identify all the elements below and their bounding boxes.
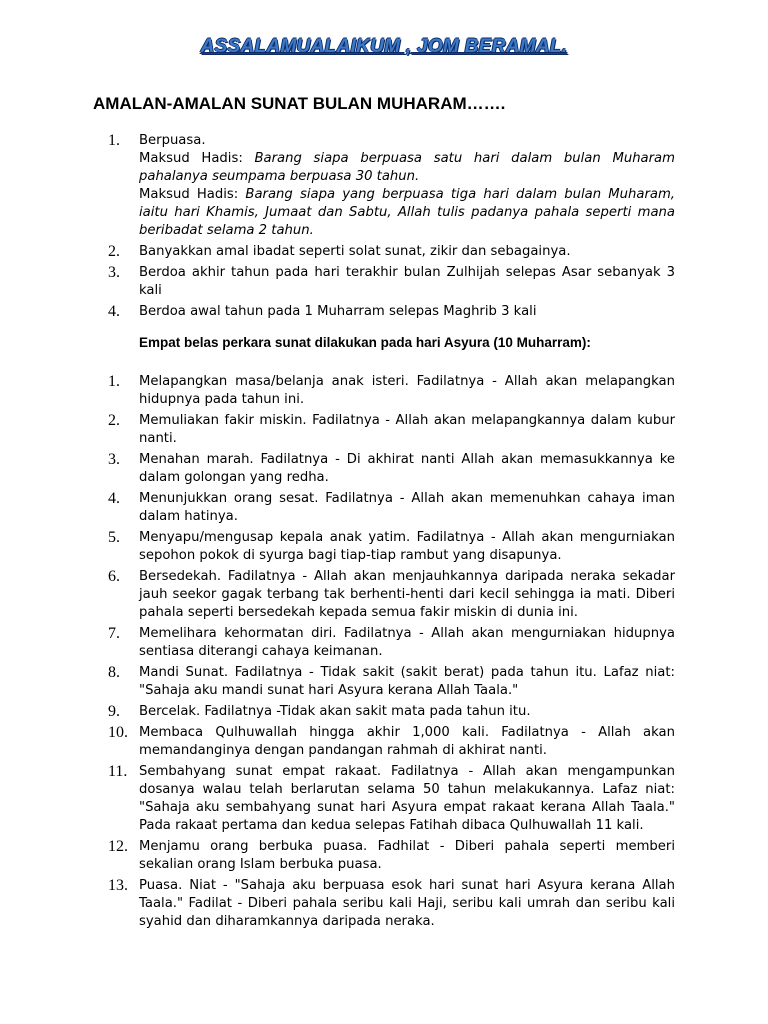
- item-text: Melapangkan masa/belanja anak isteri. Fadilatnya - Allah akan melapangkan hidupnya pada tahun ini.: [139, 374, 675, 407]
- list-number: 2.: [108, 243, 120, 260]
- list-item: [108, 451, 675, 487]
- list-number: 12.: [108, 838, 128, 855]
- item-text: Sembahyang sunat empat rakaat. Fadilatnya - Allah akan mengampunkan dosanya walau telah berlarutan selama 50 tahun melakukannya. Lafaz niat: "Sahaja aku sembahyang sunat hari Asyura empat rakaat kerana Allah Taala." Pada rakaat pertama dan kedua selepas Fatihah dibaca Qulhuwallah 11 kali.: [139, 764, 675, 833]
- list-number: 3.: [108, 451, 120, 468]
- item-text: Membaca Qulhuwallah hingga akhir 1,000 kali. Fadilatnya - Allah akan memandanginya dengan pandangan rahmah di akhirat nanti.: [139, 725, 675, 758]
- list-item: [108, 303, 675, 321]
- list-item: [108, 412, 675, 448]
- list-item: [108, 877, 675, 931]
- hadis-label: Maksud Hadis:: [139, 187, 239, 202]
- list-number: 3.: [108, 264, 120, 281]
- list-item: [108, 264, 675, 300]
- list-item: [108, 763, 675, 835]
- item-text: Puasa. Niat - "Sahaja aku berpuasa esok hari sunat hari Asyura kerana Allah Taala." Fadilat - Diberi pahala seribu kali Haji, seribu kali umrah dan seribu kali syahid dan diharamkannya daripada neraka.: [139, 878, 675, 929]
- amalan-list: [108, 132, 675, 324]
- hadis-paragraph: [139, 186, 675, 240]
- list-item: [108, 490, 675, 526]
- item-text: Banyakkan amal ibadat seperti solat sunat, zikir dan sebagainya.: [139, 244, 571, 259]
- item-text: Berdoa akhir tahun pada hari terakhir bulan Zulhijah selepas Asar sebanyak 3 kali: [139, 265, 675, 298]
- list-item: [108, 724, 675, 760]
- list-item: [108, 625, 675, 661]
- hadis-text: Barang siapa berpuasa satu hari dalam bulan Muharam pahalanya seumpama berpuasa 30 tahun.: [139, 151, 675, 184]
- item-title: Berpuasa.: [139, 133, 206, 148]
- list-item: [108, 568, 675, 622]
- list-item: [108, 373, 675, 409]
- list-number: 4.: [108, 303, 120, 320]
- list-number: 7.: [108, 625, 120, 642]
- item-text: Menyapu/mengusap kepala anak yatim. Fadilatnya - Allah akan mengurniakan sepohon pokok di syurga bagi tiap-tiap rambut yang disapunya.: [139, 530, 675, 563]
- hadis-text: Barang siapa yang berpuasa tiga hari dalam bulan Muharam, iaitu hari Khamis, Jumaat dan Sabtu, Allah tulis padanya pahala seperti mana beribadat selama 2 tahun.: [139, 187, 675, 238]
- item-text: Menahan marah. Fadilatnya - Di akhirat nanti Allah akan memasukkannya ke dalam golongan yang redha.: [139, 452, 675, 485]
- section-subheading: Empat belas perkara sunat dilakukan pada hari Asyura (10 Muharram):: [139, 335, 591, 350]
- list-item: [108, 243, 675, 261]
- list-item: [108, 132, 675, 240]
- list-number: 10.: [108, 724, 128, 741]
- item-text: Bercelak. Fadilatnya -Tidak akan sakit mata pada tahun itu.: [139, 704, 531, 719]
- list-item: [108, 664, 675, 700]
- banner-title: ASSALAMUALAIKUM , JOM BERAMAL.: [200, 36, 568, 57]
- item-text: Memelihara kehormatan diri. Fadilatnya - Allah akan mengurniakan hidupnya sentiasa diterangi cahaya keimanan.: [139, 626, 675, 659]
- page-title: AMALAN-AMALAN SUNAT BULAN MUHARAM…….: [93, 94, 506, 113]
- list-number: 1.: [108, 132, 120, 149]
- item-text: Berdoa awal tahun pada 1 Muharram selepas Maghrib 3 kali: [139, 304, 537, 319]
- hadis-label: Maksud Hadis:: [139, 151, 243, 166]
- list-number: 13.: [108, 877, 128, 894]
- list-item: [108, 838, 675, 874]
- list-number: 5.: [108, 529, 120, 546]
- list-item: [108, 529, 675, 565]
- list-number: 11.: [108, 763, 128, 780]
- item-text: Menunjukkan orang sesat. Fadilatnya - Allah akan memenuhkan cahaya iman dalam hatinya.: [139, 491, 675, 524]
- list-number: 2.: [108, 412, 120, 429]
- item-text: Memuliakan fakir miskin. Fadilatnya - Allah akan melapangkannya dalam kubur nanti.: [139, 413, 675, 446]
- list-item: [108, 703, 675, 721]
- list-number: 1.: [108, 373, 120, 390]
- hadis-paragraph: [139, 150, 675, 186]
- item-text: Bersedekah. Fadilatnya - Allah akan menjauhkannya daripada neraka sekadar jauh seekor gagak terbang tak berhenti-henti dari kecil sehingga ia mati. Diberi pahala seperti bersedekah kepada semua fakir miskin di dunia ini.: [139, 569, 675, 620]
- list-number: 4.: [108, 490, 120, 507]
- list-number: 9.: [108, 703, 120, 720]
- item-text: Menjamu orang berbuka puasa. Fadhilat - Diberi pahala seperti memberi sekalian orang Islam berbuka puasa.: [139, 839, 675, 872]
- asyura-list: [108, 373, 675, 934]
- list-number: 8.: [108, 664, 120, 681]
- item-text: Mandi Sunat. Fadilatnya - Tidak sakit (sakit berat) pada tahun itu. Lafaz niat: "Sahaja aku mandi sunat hari Asyura kerana Allah Taala.": [139, 665, 675, 698]
- list-number: 6.: [108, 568, 120, 585]
